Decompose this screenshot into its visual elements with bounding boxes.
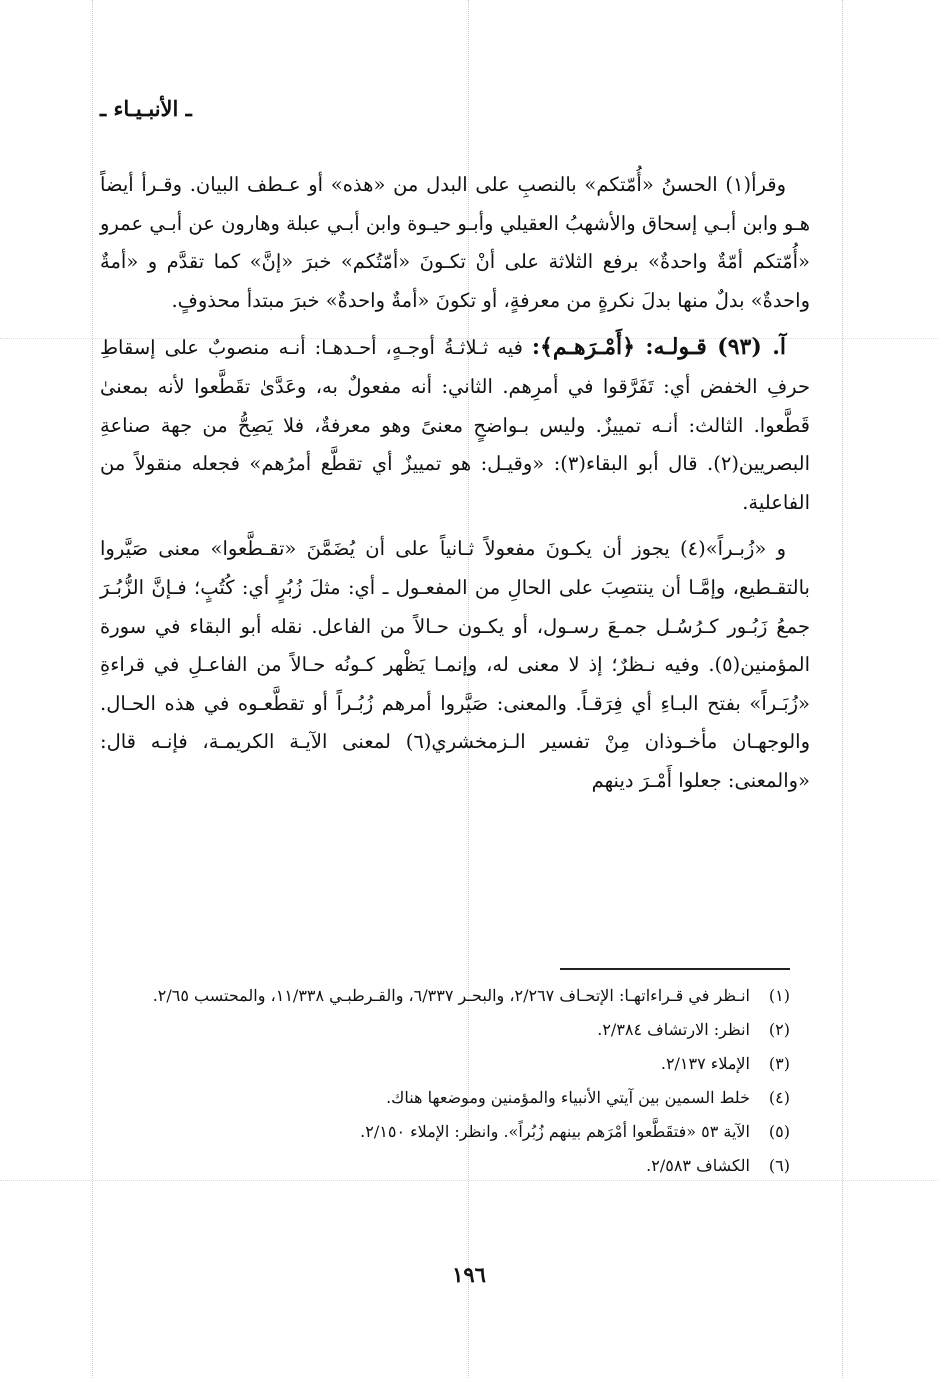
paragraph-2-text: فيه ثـلاثـةُ أوجـهٍ، أحـدهـا: أنـه منصوبٌ على إسقاطِ حرفِ الخفض أي: تَفَرَّقوا في أمرِهم. الثاني: أنه مفعولٌ به، وعَدَّىٰ تقَطَّعوا لأنه بمعنىٰ قَطَّعوا. الثالث: أنـه تمييزٌ. وليس بـواضحٍ معنىً وهو معرفةٌ، فلا يَصِحُّ من جهة صناعةِ البصريين(٢). قال أبو البقاء(٣): «وقيـل: هو تمييزٌ أي تقطَّع أمرُهم» فجعله منقولاً من الفاعلية. (100, 336, 811, 514)
footnote (100, 1050, 790, 1078)
footnote-text: الإملاء ٢/١٣٧. (660, 1054, 750, 1073)
footnote-text: انـظر في قـراءاتهـا: الإتحـاف ٢/٢٦٧، والبحـر ٦/٣٣٧، والقـرطبـي ١١/٣٣٨، والمحتسب ٢/٦٥. (152, 986, 750, 1005)
main-text (100, 166, 810, 809)
footnote (100, 1118, 790, 1146)
paragraph-2 (100, 328, 810, 522)
footnote-text: الكشاف ٢/٥٨٣. (646, 1156, 750, 1175)
verse-lead: آ. (٩٣) قـولـه: ﴿أَمْـرَهـم﴾: (531, 334, 786, 361)
footnotes (100, 982, 790, 1186)
footnote-separator (560, 968, 790, 970)
footnote-text: انظر: الارتشاف ٢/٣٨٤. (597, 1020, 750, 1039)
footnote-number: (٣) (768, 1054, 790, 1073)
paragraph-3: و «زُبـراً»(٤) يجوز أن يكـونَ مفعولاً ثـانياً على أن يُضَمَّنَ «تقـطَّعوا» معنى صَيَّروا بالتقـطيع، وإمَّـا أن ينتصِبَ على الحالِ من المفعـول ـ أي: مثلَ زُبُرٍ أي: كُتُبٍ؛ فـإنَّ الزُّبُـرَ جمعُ زَبُـور كـرُسُـل جمـعَ رسـول، أو يكـون حـالاً من الفاعل. نقله أبو البقاء في سورة المؤمنين(٥). وفيه نـظرٌ؛ إذ لا معنى له، وإنمـا يَظْهر كـونُه حـالاً من الفاعـلِ في قراءةِ «زُبَـراً» بفتح البـاءِ أي فِرَقـاً. والمعنى: صَيَّروا أمرهم زُبُـراً أو تقطَّعـوه في هذه الحـال. والوجهـان مأخـوذان مِنْ تفسير الـزمخشري(٦) لمعنى الآيـة الكريمـة، فإنـه قال: «والمعنى: جعلوا أَمْـرَ دينهم (100, 537, 810, 792)
footnote-number: (٢) (768, 1020, 790, 1039)
footnote-text: خلط السمين بين آيتي الأنبياء والمؤمنين وموضعها هناك. (386, 1088, 750, 1107)
footnote (100, 982, 790, 1010)
scan-guide-line (92, 0, 93, 1378)
page-number: ١٩٦ (452, 1262, 486, 1287)
footnote-number: (١) (768, 986, 790, 1005)
footnote-number: (٦) (768, 1156, 790, 1175)
footnote-number: (٤) (768, 1088, 790, 1107)
running-header: ـ الأنبـيـاء ـ (100, 96, 192, 121)
footnote (100, 1016, 790, 1044)
footnote-text: الآية ٥٣ «فتقَطَّعوا أمْرَهم بينهم زُبُراً». وانظر: الإملاء ٢/١٥٠. (360, 1122, 750, 1141)
paragraph-1: وقرأ(١) الحسنُ «أُمّتكم» بالنصبِ على البدل من «هذه» أو عـطف البيان. وقـرأ أيضاً هـو وابن أبـي إسحاق والأشهبُ العقيلي وأبـو حيـوة وابن أبـي عبلة وهارون عن أبـي عمرو «أُمّتكم أمّةٌ واحدةٌ» برفع الثلاثة على أنْ تكـونَ «أمّتُكم» خبرَ «إنَّ» كما تقدَّم و «أمةٌ واحدةٌ» بدلٌ منها بدلَ نكرةٍ من معرفةٍ، أو تكونَ «أمةٌ واحدةٌ» خبرَ مبتدأ محذوفٍ. (100, 173, 810, 312)
footnote (100, 1084, 790, 1112)
footnote-number: (٥) (768, 1122, 790, 1141)
footnote (100, 1152, 790, 1180)
scan-guide-line (842, 0, 843, 1378)
